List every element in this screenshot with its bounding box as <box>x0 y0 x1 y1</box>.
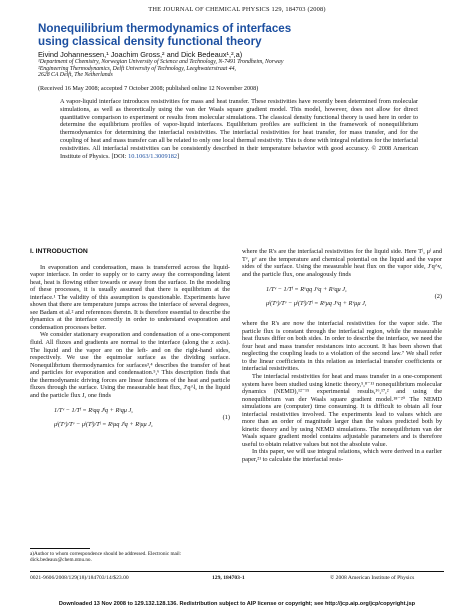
paragraph: We consider stationary evaporation and condensation of a one-component fluid. All fluxes and gradients are normal to the interface (along the z axis). The liquid and the vapor are on the left- and on the right-hand sides, respectively. We use the equimolar surface as the dividing surface. Nonequilibrium thermodynamics for surfaces³,⁴ describes the transfer of heat and particles for evaporation and condensation.⁵,⁶ This description finds that the thermodynamic driving forces are linear functions of the heat and particle fluxes through the surface. Using the measurable heat flux, J′q^l, in the liquid and the particle flux J, one finds <box>30 331 230 399</box>
author-list: Eivind Johannessen,¹ Joachim Gross,² and Dick Bedeaux¹,²,a) <box>38 50 243 59</box>
footer-divider <box>30 571 444 572</box>
title-line-1: Nonequilibrium thermodynamics of interfaces <box>38 22 292 35</box>
equation-2 <box>242 284 442 314</box>
equation-line: 1/Tᵛ − 1/Tˡ = Rᵛqq Jᵛq + Rᵛqμ J, <box>266 286 347 294</box>
doi-link[interactable]: 10.1063/1.3009182 <box>128 152 178 160</box>
paragraph: where the R's are now the interfacial resistivities for the vapor side. The particle flux is constant through the interfacial region, while the measurable heat fluxes differ on both sides. In order to describe the interface, we need the four heat and mass transfer resistances into account. It has been shown that neglecting the coupling leads to a violation of the second law.⁷ We shall refer to the linear coefficients in this relation as interfacial transfer coefficients or interfacial resistivities. <box>242 320 442 373</box>
paragraph: In this paper, we will use integral relations, which were derived in a earlier paper,²¹ to calculate the interfacial resis- <box>242 448 442 464</box>
footer-issn: 0021-9606/2008/129(18)/184703/14/$23.00 <box>30 575 129 581</box>
download-notice: Downloaded 13 Nov 2008 to 129.132.128.136. Redistribution subject to AIP license or copyright; see http://jcp.aip.org/jcp/copyright.jsp <box>58 601 416 607</box>
section-heading: I. INTRODUCTION <box>30 248 88 255</box>
paragraph: where the R's are the interfacial resistivities for the liquid side. Here Tˡ, μˡ and Tᵛ, μᵛ are the temperature and chemical potential on the liquid and the vapor sides of the surface. Using the measurable heat flux on the vapor side, J′q^v, and the particle flux, one analogously finds <box>242 248 442 278</box>
affiliation-2: ²Engineering Thermodynamics, Delft University of Technology, Leeghwaterstraat 44, <box>38 65 236 72</box>
title-line-2: using classical density functional theory <box>38 35 262 48</box>
equation-number: (1) <box>222 414 230 422</box>
doi-suffix: ] <box>177 152 180 160</box>
footnote-divider <box>30 548 90 549</box>
equation-line: μˡ(Tᵛ)/Tᵛ − μˡ(Tˡ)/Tˡ = Rˢμq Jˡq + Rˢμμ J, <box>54 421 153 429</box>
affiliations <box>38 59 458 79</box>
footer-page-number: 129, 184703-1 <box>212 575 245 581</box>
equation-1 <box>30 405 230 435</box>
equation-number: (2) <box>434 293 442 301</box>
paragraph: The interfacial resistivities for heat and mass transfer in a one-component system have been studied using kinetic theory,⁵,⁸⁻¹¹ nonequilibrium molecular dynamics (NEMD),¹²⁻¹⁵ experimental results,¹⁶,¹⁷,² and using the nonequilibrium van der Waals square gradient model.¹⁸⁻²⁰ The NEMD simulations are (computer) time consuming. It is difficult to obtain all four interfacial resistivities involved. The experiments lead to values which are more than an order of magnitude larger than the values predicted both by kinetic theory and by using NEMD simulations. The nonequilibrium van der Waals square gradient model contains adjustable parameters and is therefore useful to obtain relative values but not the absolute value. <box>242 373 442 448</box>
footnote: a)Author to whom correspondence should be addressed. Electronic mail: dick.bedeaux@chem.ntnu.no. <box>30 551 182 564</box>
equation-line: μˡ(Tᵛ)/Tᵛ − μˡ(Tˡ)/Tˡ = Rᵛμq Jᵛq + Rᵛμμ J, <box>266 300 367 308</box>
equation-line: 1/Tᵛ − 1/Tˡ = Rˢqq Jˡq + Rˢqμ J, <box>54 407 133 415</box>
article-title <box>38 22 458 48</box>
paragraph: In evaporation and condensation, mass is transferred across the liquid-vapor interface. In order to supply or to carry away the corresponding latent heat, heat is flowing either towards or away from the surface. In the modeling of these processes, it is usually assumed that there is equilibrium at the interface.¹ The validity of this assumption is questionable. Experiments have shown that there are temperature jumps across the interface of several degrees, see Badam et al.² and references therein. It is therefore essential to describe the dynamics at the interface correctly in order to understand evaporation and condensation processes better. <box>30 263 230 331</box>
doi-prefix: [DOI: <box>111 152 129 160</box>
publication-dates: (Received 16 May 2008; accepted 7 October 2008; published online 12 November 2008) <box>38 85 259 92</box>
affiliation-3: 2628 CA Delft, The Netherlands <box>38 72 113 79</box>
footer-copyright: © 2008 American Institute of Physics <box>330 575 415 581</box>
journal-header: THE JOURNAL OF CHEMICAL PHYSICS 129, 184703 (2008) <box>148 6 326 13</box>
abstract <box>60 98 418 160</box>
abstract-text: A vapor-liquid interface introduces resistivities for mass and heat transfer. These resistivities have recently been determined from molecular simulations, as well as theoretically using the van der Waals square gradient model. This model, however, does not allow for direct quantitative comparison to experiment or results from molecular simulations. The classical density functional theory is used here in order to determine the equilibrium profiles of vapor-liquid interfaces. Equilibrium profiles are sufficient in the framework of nonequilibrium thermodynamics for determining the interfacial resistivities. The interfacial resistivities for heat transfer, for mass transfer, and for the coupling of heat and mass transfer can all be related to only one local thermal resistivity. This is done with integral relations for the interfacial resistivities. All interfacial resistivities can be consistently described in their temperature behavior with good accuracy. © 2008 American Institute of Physics. <box>60 98 418 160</box>
affiliation-1: ¹Department of Chemistry, Norwegian University of Science and Technology, N-7491 Trondheim, Norway <box>38 59 284 65</box>
left-column <box>30 248 230 441</box>
right-column <box>242 248 442 464</box>
